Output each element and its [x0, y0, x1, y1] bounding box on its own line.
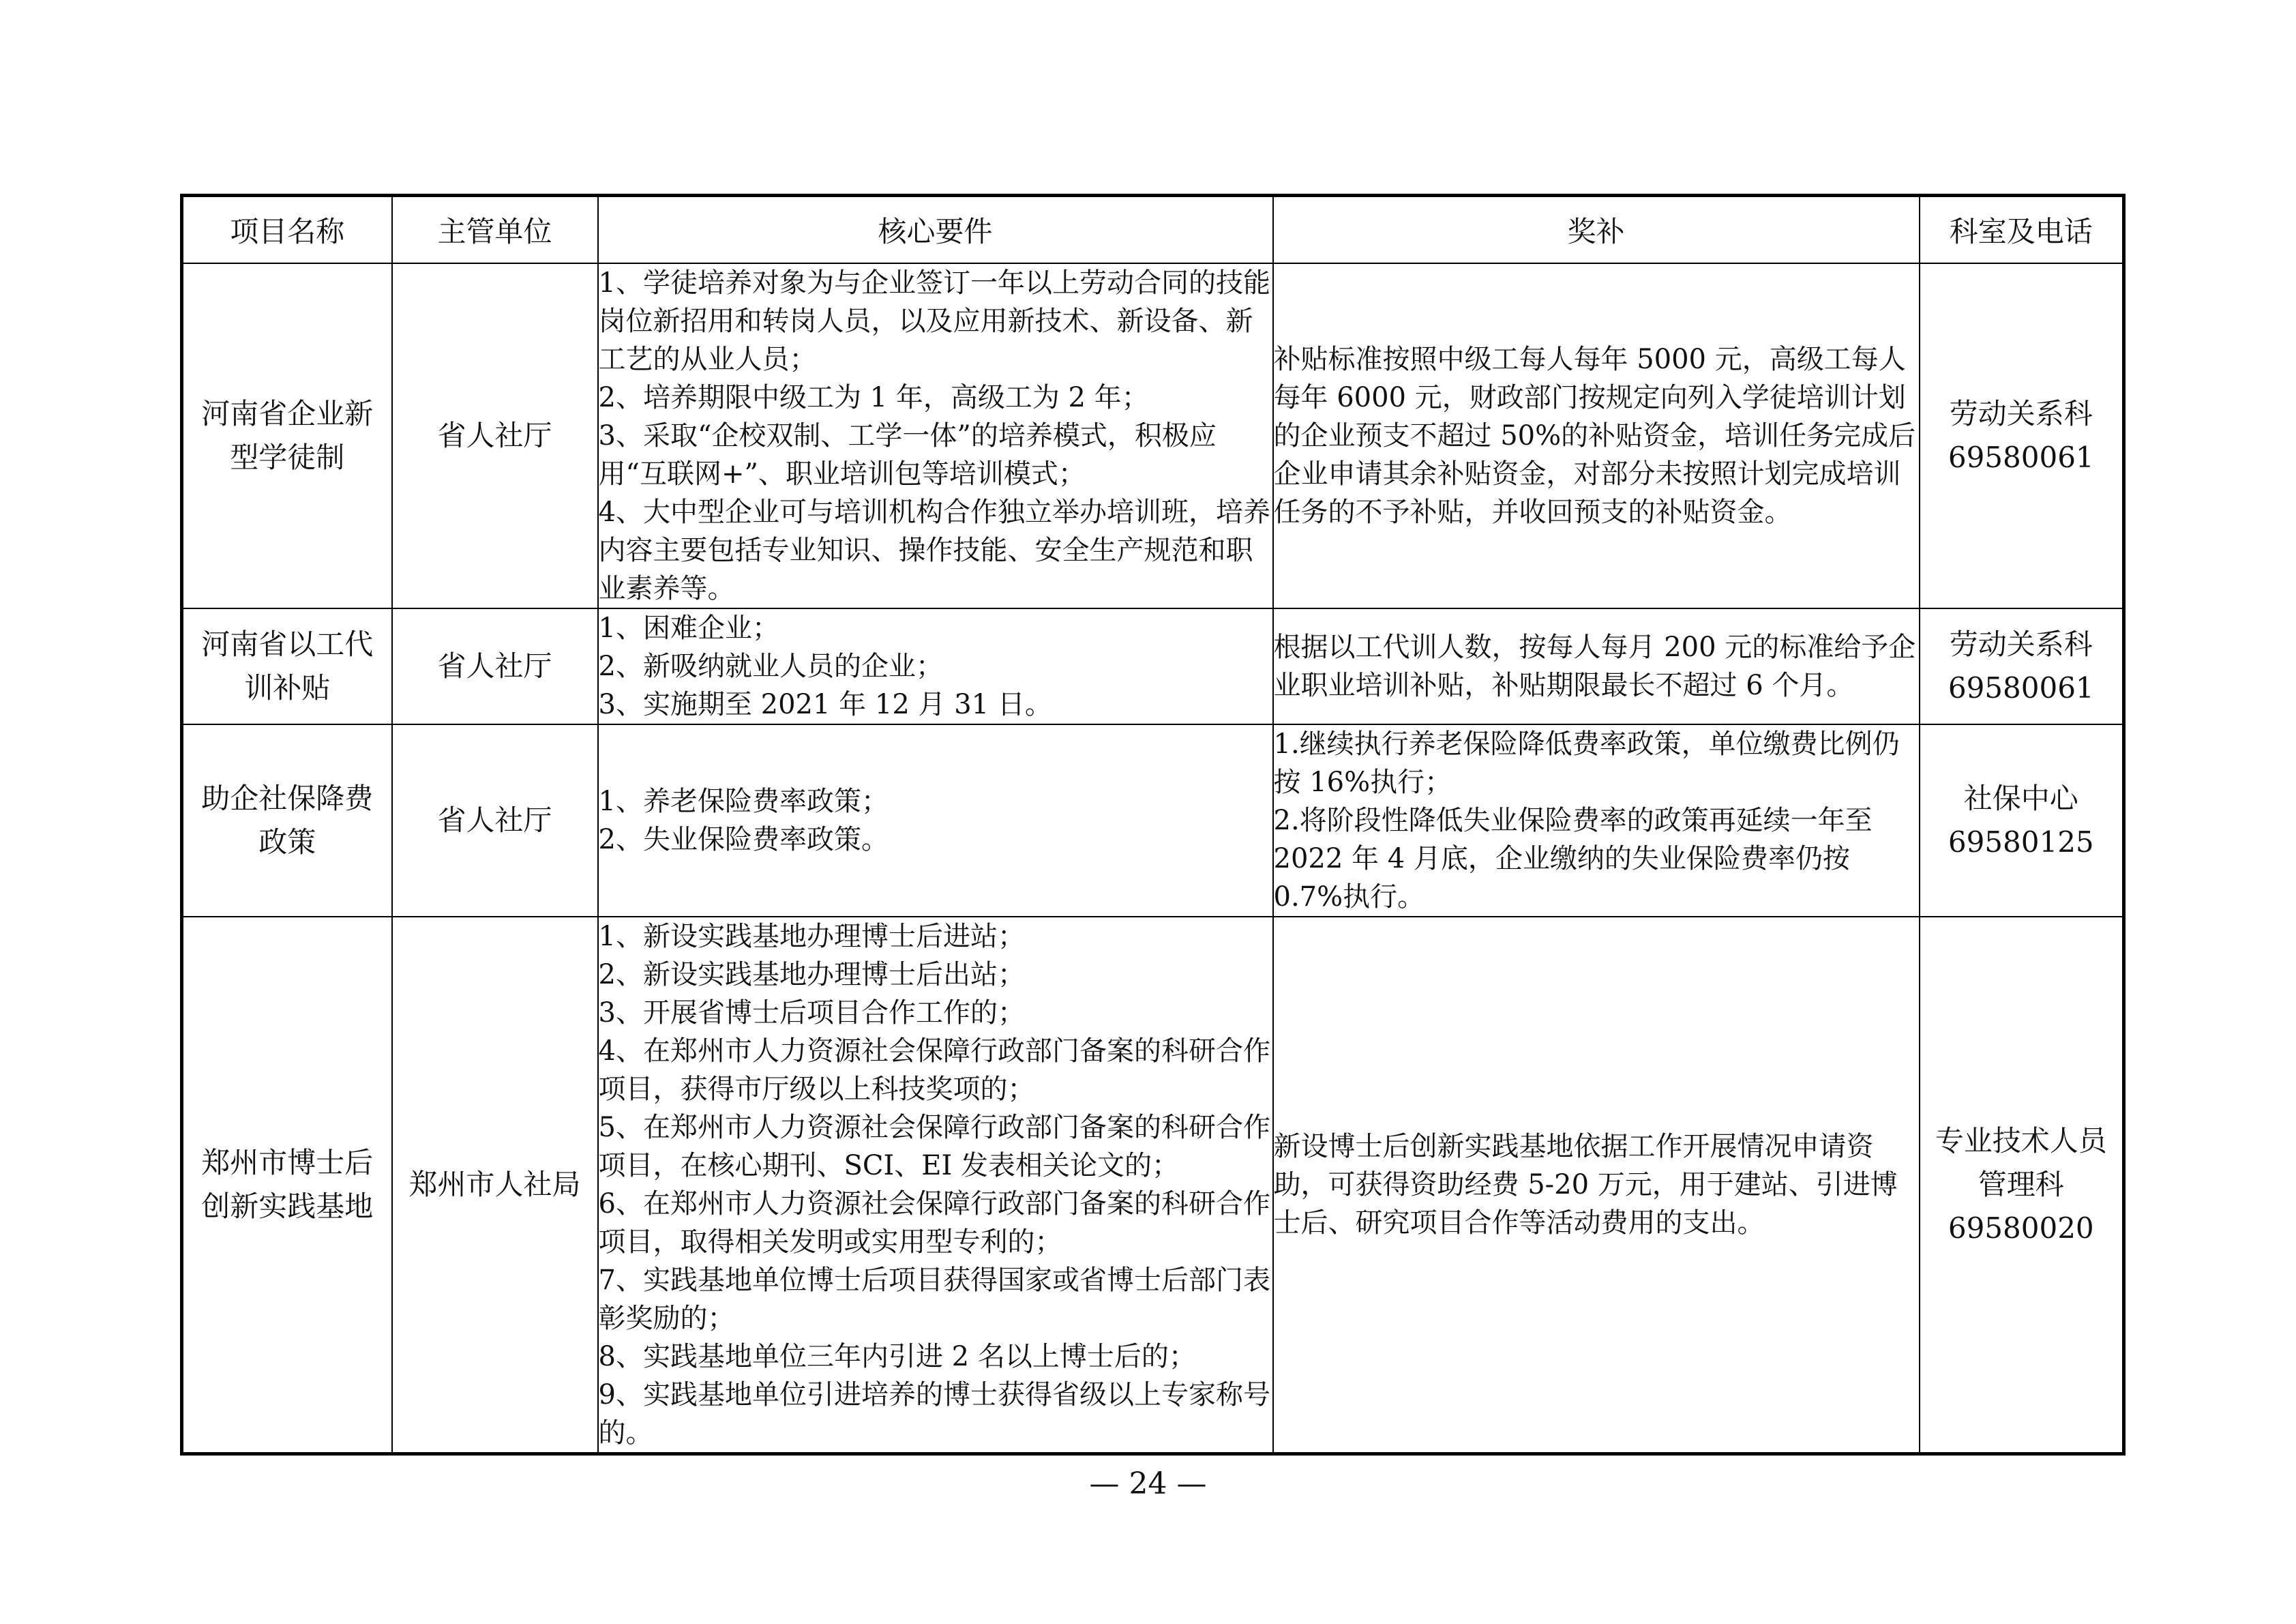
reward-cell — [1273, 263, 1920, 608]
reward-text: 根据以工代训人数，按每人每月 200 元的标准给予企业职业培训补贴，补贴期限最长不超过 6 个月。 — [1273, 632, 1916, 701]
requirement-item: 3、采取“企校双制、工学一体”的培养模式，积极应用“互联网+”、职业培训包等培训模式； — [598, 420, 1217, 490]
header-requirements: 核心要件 — [598, 196, 1273, 264]
requirement-item: 7、实践基地单位博士后项目获得国家或省博士后部门表彰奖励的； — [598, 1265, 1270, 1334]
requirement-item: 3、开展省博士后项目合作工作的； — [598, 997, 1025, 1029]
table-row — [182, 917, 2124, 1454]
header-reward: 奖补 — [1273, 196, 1920, 264]
department-cell: 省人社厅 — [392, 608, 598, 724]
department-cell: 省人社厅 — [392, 263, 598, 608]
requirements-cell — [598, 917, 1273, 1454]
reward-cell — [1273, 917, 1920, 1454]
policy-table — [180, 194, 2126, 1456]
contact-cell: 劳动关系科 69580061 — [1920, 608, 2124, 724]
project-name-cell: 河南省以工代 训补贴 — [182, 608, 392, 724]
requirement-item: 5、在郑州市人力资源社会保障行政部门备案的科研合作项目，在核心期刊、SCI、EI 发表相关论文的； — [598, 1112, 1270, 1181]
table-row — [182, 608, 2124, 724]
requirement-item: 1、学徒培养对象为与企业签订一年以上劳动合同的技能岗位新招用和转岗人员，以及应用新技术、新设备、新工艺的从业人员； — [598, 267, 1270, 375]
reward-text: 2.将阶段性降低失业保险费率的政策再延续一年至 2022 年 4 月底，企业缴纳的失业保险费率仍按 0.7%执行。 — [1273, 805, 1873, 913]
reward-cell — [1273, 608, 1920, 724]
requirement-item: 2、新设实践基地办理博士后出站； — [598, 959, 1025, 990]
requirements-cell — [598, 724, 1273, 917]
contact-cell: 专业技术人员 管理科 69580020 — [1920, 917, 2124, 1454]
project-name-cell: 助企社保降费 政策 — [182, 724, 392, 917]
requirement-item: 8、实践基地单位三年内引进 2 名以上博士后的； — [598, 1341, 1196, 1372]
requirement-item: 1、养老保险费率政策； — [598, 786, 889, 817]
header-department: 主管单位 — [392, 196, 598, 264]
requirements-cell — [598, 263, 1273, 608]
department-cell: 省人社厅 — [392, 724, 598, 917]
table-row — [182, 263, 2124, 608]
reward-text: 1.继续执行养老保险降低费率政策，单位缴费比例仍按 16%执行； — [1273, 728, 1900, 798]
requirement-item: 4、在郑州市人力资源社会保障行政部门备案的科研合作项目，获得市厅级以上科技奖项的； — [598, 1035, 1270, 1105]
project-name-cell: 郑州市博士后 创新实践基地 — [182, 917, 392, 1454]
header-row — [182, 196, 2124, 264]
requirement-item: 2、失业保险费率政策。 — [598, 824, 889, 855]
requirement-item: 9、实践基地单位引进培养的博士获得省级以上专家称号的。 — [598, 1379, 1270, 1449]
reward-text: 补贴标准按照中级工每人每年 5000 元，高级工每人每年 6000 元，财政部门按规定向列入学徒培训计划的企业预支不超过 50%的补贴资金，培训任务完成后企业申请其余补贴资金，对部分未按照计划完成培训任务的不予补贴，并收回预支的补贴资金。 — [1273, 344, 1916, 528]
header-contact: 科室及电话 — [1920, 196, 2124, 264]
requirement-item: 1、新设实践基地办理博士后进站； — [598, 921, 1025, 952]
contact-cell: 社保中心 69580125 — [1920, 724, 2124, 917]
requirement-item: 4、大中型企业可与培训机构合作独立举办培训班，培养内容主要包括专业知识、操作技能、安全生产规范和职业素养等。 — [598, 497, 1270, 604]
reward-cell — [1273, 724, 1920, 917]
requirement-item: 2、培养期限中级工为 1 年，高级工为 2 年； — [598, 382, 1149, 413]
requirement-item: 1、困难企业； — [598, 612, 779, 644]
department-cell: 郑州市人社局 — [392, 917, 598, 1454]
requirements-cell — [598, 608, 1273, 724]
contact-cell: 劳动关系科 69580061 — [1920, 263, 2124, 608]
requirement-item: 3、实施期至 2021 年 12 月 31 日。 — [598, 689, 1052, 720]
project-name-cell: 河南省企业新 型学徒制 — [182, 263, 392, 608]
table-row — [182, 724, 2124, 917]
requirement-item: 6、在郑州市人力资源社会保障行政部门备案的科研合作项目，取得相关发明或实用型专利的； — [598, 1188, 1270, 1258]
reward-text: 新设博士后创新实践基地依据工作开展情况申请资助，可获得资助经费 5-20 万元，用于建站、引进博士后、研究项目合作等活动费用的支出。 — [1273, 1131, 1898, 1239]
header-project-name: 项目名称 — [182, 196, 392, 264]
page-number: — 24 — — [1089, 1466, 1207, 1501]
requirement-item: 2、新吸纳就业人员的企业； — [598, 651, 943, 682]
